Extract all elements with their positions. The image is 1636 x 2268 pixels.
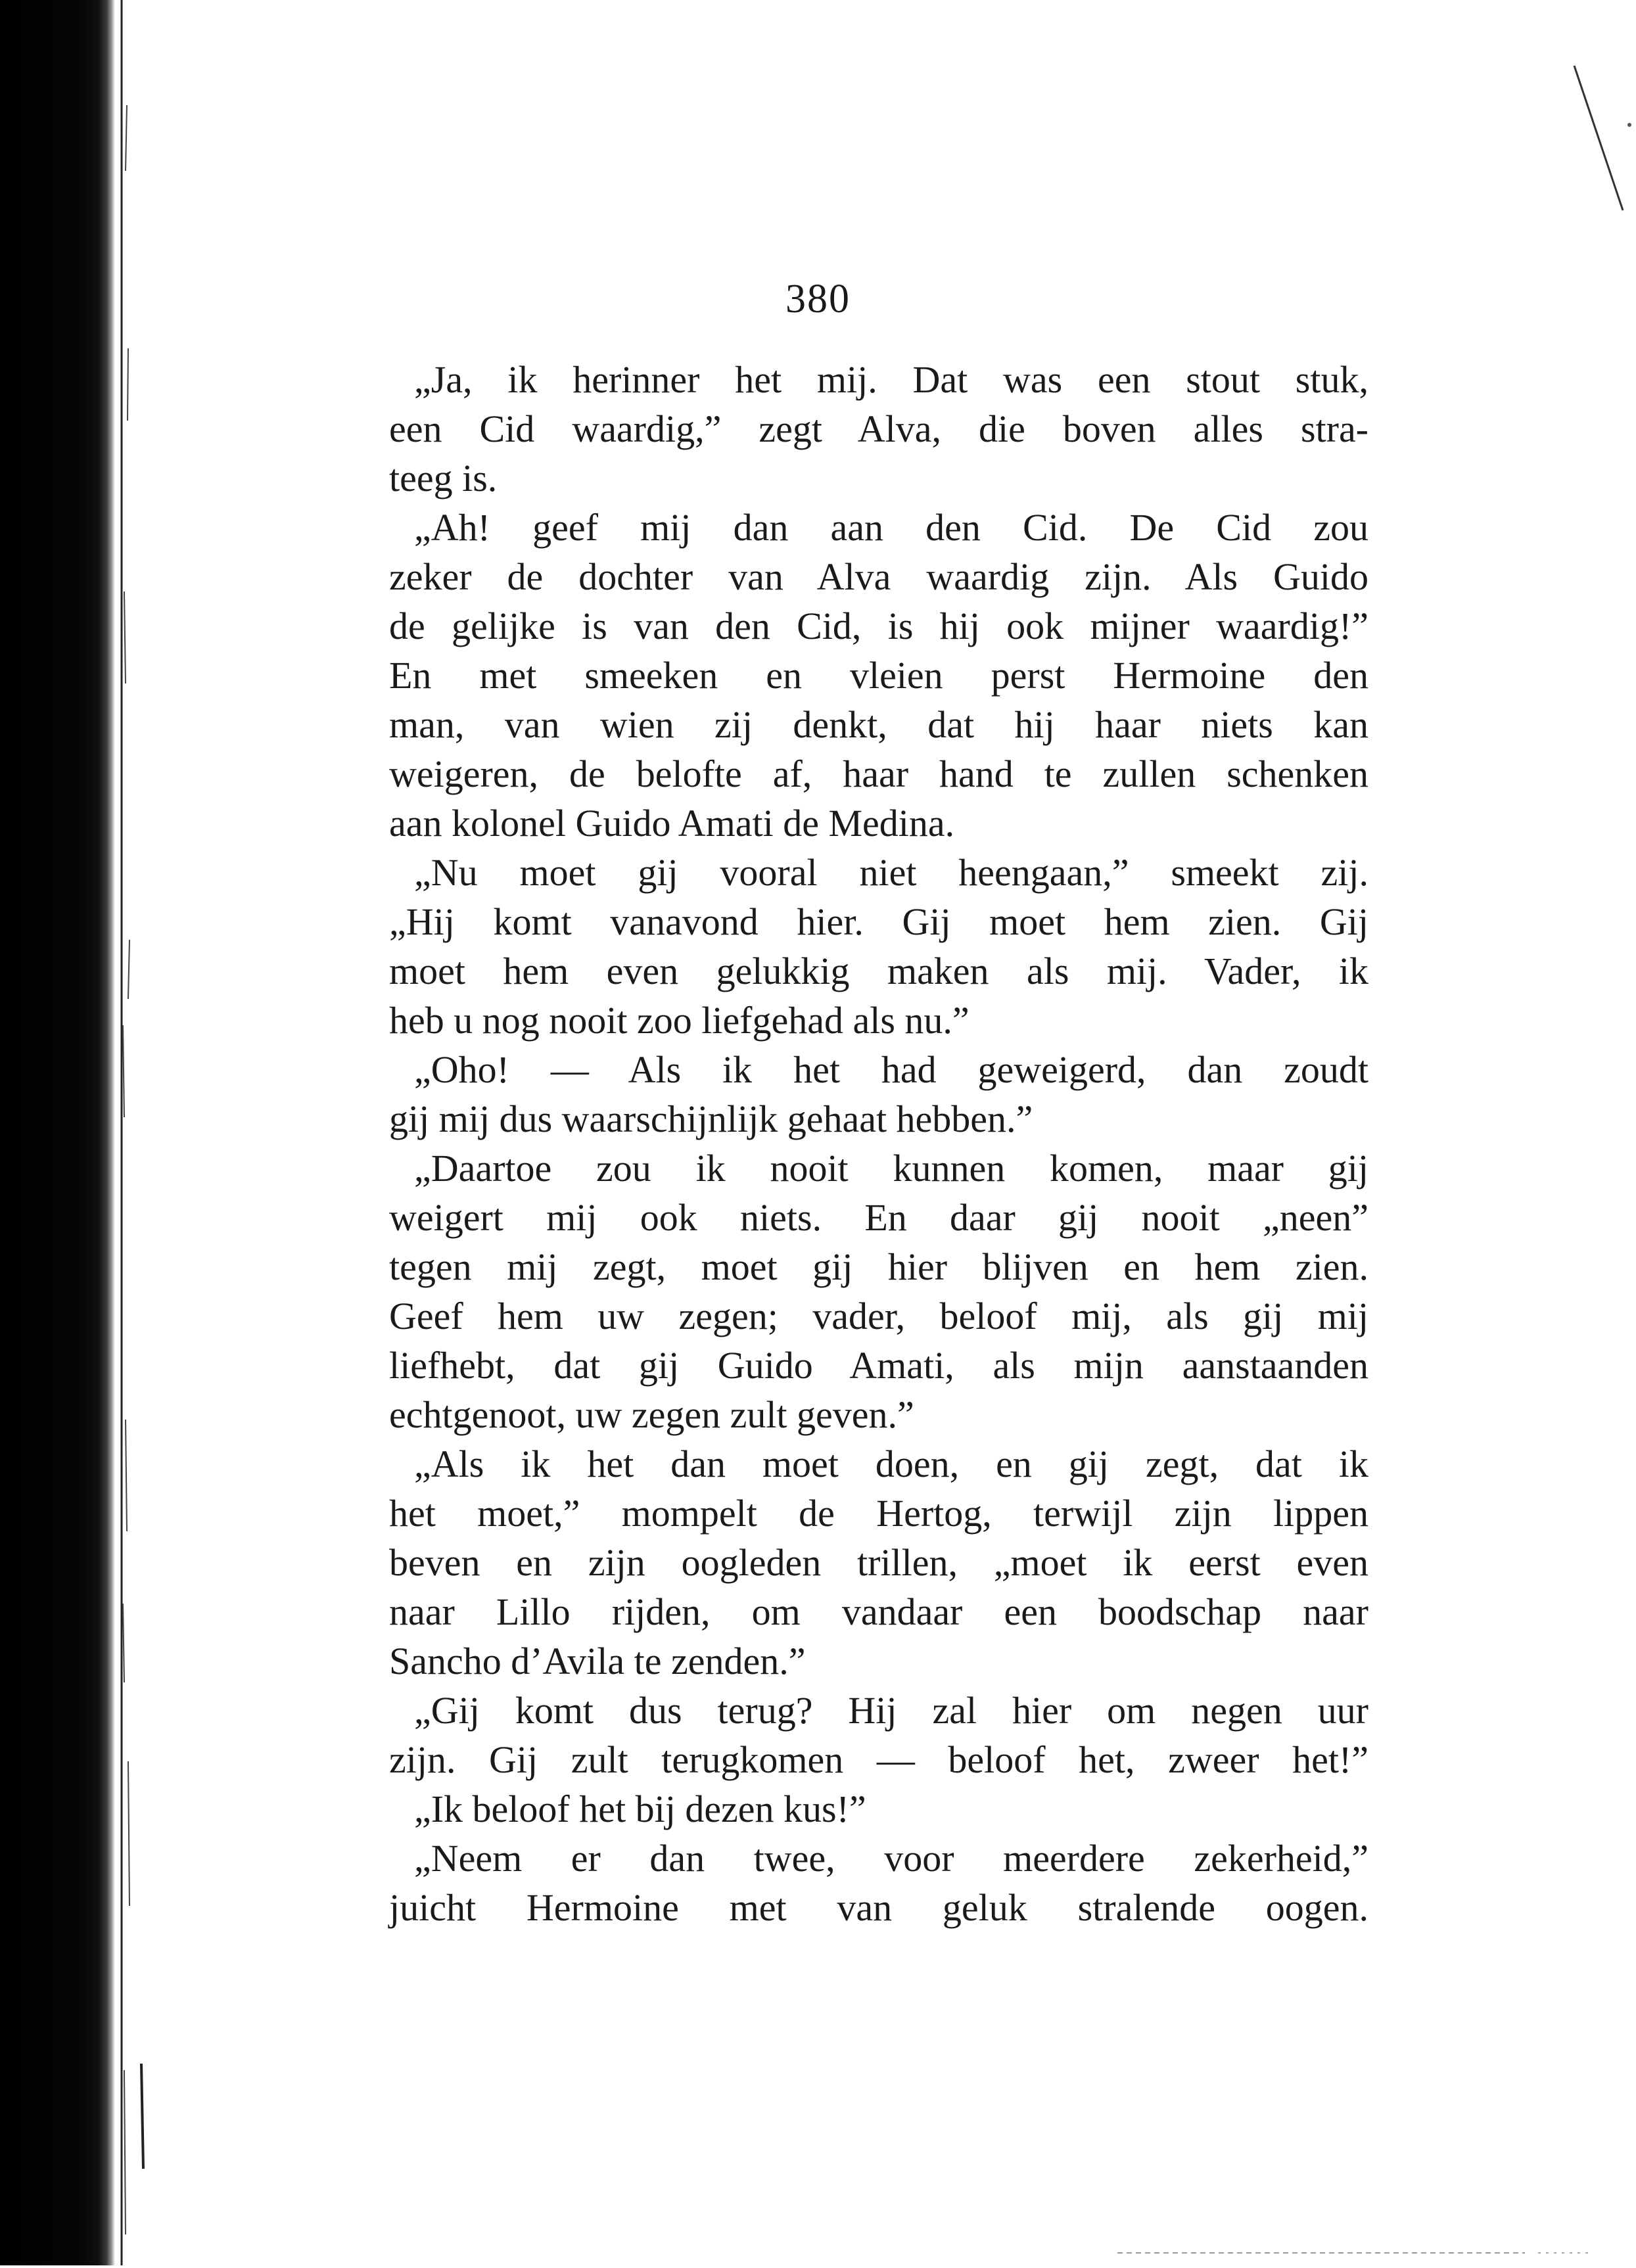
text-line: teeg is. xyxy=(389,457,498,499)
body-text xyxy=(389,355,1368,1932)
text-line: heb u nog nooit zoo liefgehad als nu.” xyxy=(389,999,970,1042)
binding-shadow xyxy=(0,0,115,2265)
text-line: de gelijke is van den Cid, is hij ook mijner waardig!” xyxy=(389,605,1368,647)
text-line: „Daartoe zou ik nooit kunnen komen, maar gij xyxy=(414,1147,1368,1190)
text-line: „Neem er dan twee, voor meerdere zekerheid,” xyxy=(414,1837,1368,1880)
text-line: En met smeeken en vleien perst Hermoine den xyxy=(389,654,1368,697)
text-line: „Als ik het dan moet doen, en gij zegt, dat ik xyxy=(414,1443,1368,1485)
text-line: „Nu moet gij vooral niet heengaan,” smeekt zij. xyxy=(414,851,1368,894)
text-line: weigeren, de belofte af, haar hand te zullen schenken xyxy=(389,752,1368,795)
text-line: het moet,” mompelt de Hertog, terwijl zijn lippen xyxy=(389,1492,1368,1535)
text-line: zeker de dochter van Alva waardig zijn. Als Guido xyxy=(389,555,1368,598)
text-line: „Oho! — Als ik het had geweigerd, dan zoudt xyxy=(414,1048,1368,1091)
text-line: moet hem even gelukkig maken als mij. Vader, ik xyxy=(389,950,1368,992)
text-line: „Gij komt dus terug? Hij zal hier om negen uur xyxy=(414,1689,1368,1732)
text-line: „Ah! geef mij dan aan den Cid. De Cid zou xyxy=(414,506,1368,549)
text-line: een Cid waardig,” zegt Alva, die boven alles stra- xyxy=(389,407,1368,450)
text-line: liefhebt, dat gij Guido Amati, als mijn aanstaanden xyxy=(389,1344,1368,1387)
dash-line xyxy=(1117,2250,1591,2256)
corner-line xyxy=(1557,0,1636,237)
text-line: juicht Hermoine met van geluk stralende oogen. xyxy=(389,1886,1368,1929)
text-line: tegen mij zegt, moet gij hier blijven en hem zien. xyxy=(389,1245,1368,1288)
text-line: Geef hem uw zegen; vader, beloof mij, als gij mij xyxy=(389,1295,1368,1337)
text-line: man, van wien zij denkt, dat hij haar niets kan xyxy=(389,703,1368,746)
text-line: „Hij komt vanavond hier. Gij moet hem zien. Gij xyxy=(389,900,1368,943)
page-number: 380 xyxy=(785,277,851,321)
text-line: „Ik beloof het bij dezen kus!” xyxy=(414,1788,866,1830)
text-line: naar Lillo rijden, om vandaar een boodschap naar xyxy=(389,1590,1368,1633)
text-line: beven en zijn oogleden trillen, „moet ik eerst even xyxy=(389,1541,1368,1584)
text-line: zijn. Gij zult terugkomen — beloof het, zweer het!” xyxy=(389,1738,1368,1781)
binding-edge xyxy=(115,0,161,2265)
text-line: „Ja, ik herinner het mij. Dat was een stout stuk, xyxy=(414,358,1368,401)
text-line: weigert mij ook niets. En daar gij nooit „neen” xyxy=(389,1196,1368,1239)
scan-corner-mark xyxy=(1557,0,1636,237)
bottom-dashes xyxy=(1117,2246,1591,2253)
text-line: aan kolonel Guido Amati de Medina. xyxy=(389,802,955,845)
binding-edge-marks xyxy=(115,0,161,2265)
text-line: echtgenoot, uw zegen zult geven.” xyxy=(389,1393,914,1436)
text-line: Sancho d’Avila te zenden.” xyxy=(389,1640,806,1682)
text-line: gij mij dus waarschijnlijk gehaat hebben.” xyxy=(389,1098,1033,1140)
